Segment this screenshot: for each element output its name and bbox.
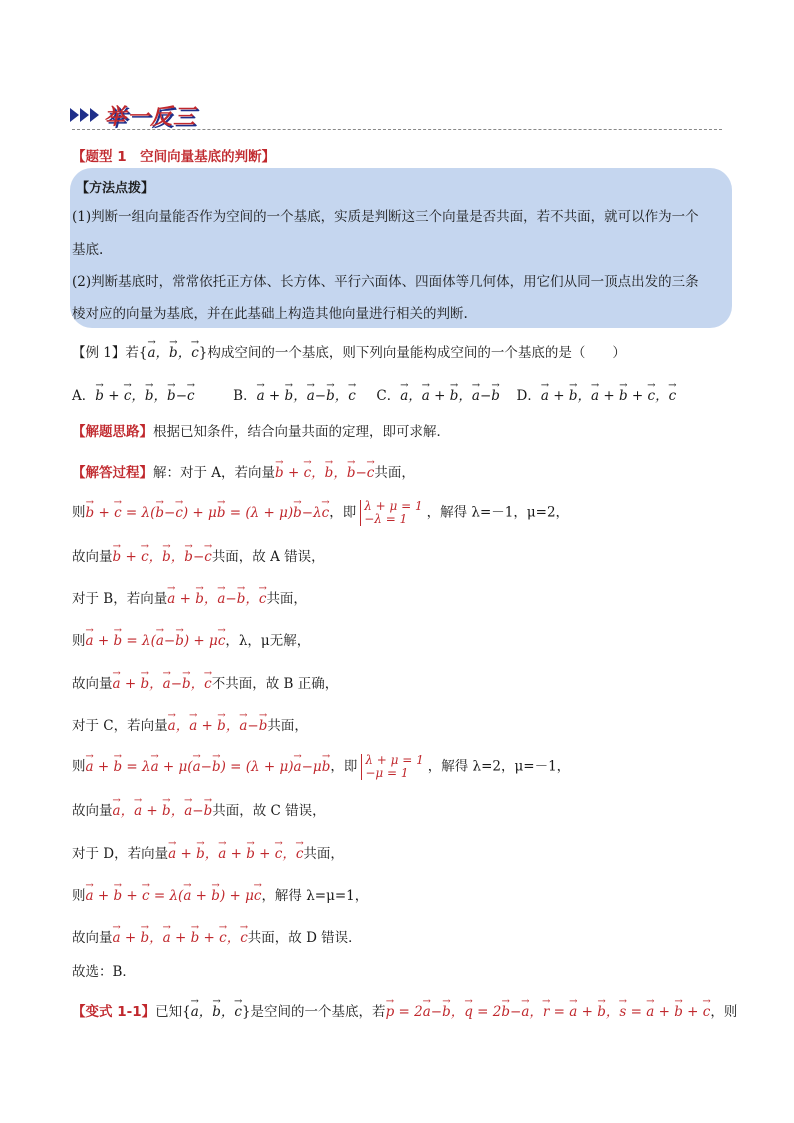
step-3: 故向量→ b + → c，→ b，→ b−→ c共面，故 A 错误， <box>72 547 325 567</box>
method-title: 【方法点拨】 <box>76 181 155 196</box>
variant-question: 【变式 1-1】已知{→ a，→ b，→ c}是空间的一个基底，若→ p = 2→ a−→ b，→ q = 2→ b−→ a，→ r = → a + → b，→ s = → a + → b + → c，则 <box>72 1002 737 1022</box>
method-line-2: 基底. <box>72 242 104 258</box>
option-a: A．→ b + → c，→ b，→ b−→ c <box>72 388 195 404</box>
step-8: 则→ a + → b = λ→ a + μ(→ a−→ b) = (λ + μ)→ a−μ→ b，即 λ + μ = 1 −μ = 1 ，解得 λ=2，μ=－1， <box>72 754 570 780</box>
example-options <box>72 386 676 406</box>
idea-label: 【解题思路】 <box>72 424 153 440</box>
topic-heading: 【题型 1 空间向量基底的判断】 <box>72 149 276 165</box>
step-10: 对于 D，若向量→ a + → b，→ a + → b + → c，→ c共面， <box>72 844 344 864</box>
method-line-4: 棱对应的向量为基底，并在此基础上构造其他向量进行相关的判断. <box>72 306 468 322</box>
step-9: 故向量→ a，→ a + → b，→ a−→ b共面，故 C 错误， <box>72 801 326 821</box>
method-line-3: (2)判断基底时，常常依托正方体、长方体、平行六面体、四面体等几何体，用它们从同一顶点出发的三条 <box>72 274 699 290</box>
step-7: 对于 C，若向量→ a，→ a + → b，→ a−→ b共面， <box>72 716 308 736</box>
step-13: 故选：B． <box>72 964 136 980</box>
step-1: 【解答过程】解：对于 A，若向量→ b + → c，→ b，→ b−→ c共面， <box>72 463 415 483</box>
option-b: B．→ a + → b，→ a−→ b，→ c <box>233 388 356 404</box>
step-6: 故向量→ a + → b，→ a−→ b，→ c不共面，故 B 正确， <box>72 674 338 694</box>
process-label: 【解答过程】 <box>72 465 153 481</box>
step-11: 则→ a + → b + → c = λ(→ a + → b) + μ→ c，解得 λ=μ=1， <box>72 886 368 906</box>
banner-title: 举一反三 <box>104 104 197 130</box>
section-banner <box>70 98 196 132</box>
method-line-1: (1)判断一组向量能否作为空间的一个基底，实质是判断这三个向量是否共面，若不共面，就可以作为一个 <box>72 209 699 225</box>
solution-idea: 【解题思路】根据已知条件，结合向量共面的定理，即可求解． <box>72 424 450 440</box>
step-12: 故向量→ a + → b，→ a + → b + → c，→ c共面，故 D 错误． <box>72 928 362 948</box>
example-question: 【例 1】若{→ a，→ b，→ c}构成空间的一个基底，则下列向量能构成空间的一个基底的是（ ） <box>72 343 626 363</box>
step-5: 则→ a + → b = λ(→ a−→ b) + μ→ c，λ，μ无解， <box>72 631 310 651</box>
dashed-divider <box>72 129 722 130</box>
variant-label: 【变式 1-1】 <box>72 1004 156 1020</box>
example-label: 【例 1】 <box>72 345 126 361</box>
step-2: 则→ b + → c = λ(→ b−→ c) + μ→ b = (λ + μ)→ b−λ→ c，即 λ + μ = 1 −λ = 1 ，解得 λ=－1，μ=2， <box>72 500 569 526</box>
option-c: C．→ a，→ a + → b，→ a−→ b <box>376 388 500 404</box>
chevron-arrows-icon <box>70 108 100 122</box>
step-4: 对于 B，若向量→ a + → b，→ a−→ b，→ c共面， <box>72 589 307 609</box>
option-d: D．→ a + → b，→ a + → b + → c，→ c <box>517 388 677 404</box>
